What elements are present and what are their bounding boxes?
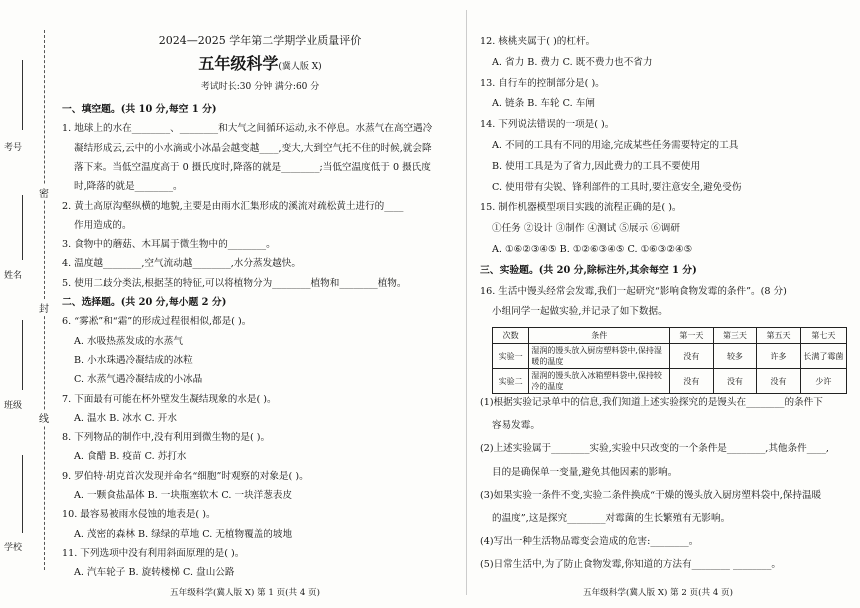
question-line: 小组同学一起做实验,并记录了如下数据。 [492, 306, 668, 318]
table-header-row [493, 328, 847, 344]
question-line: 9. 罗伯特·胡克首次发现并命名“细胞”时观察的对象是( )。 [62, 470, 309, 482]
table-header-cell: 第七天 [800, 328, 846, 344]
exam-year-line: 2024—2025 学年第二学期学业质量评价 [158, 34, 362, 47]
question-line: 4. 温度越________,空气流动越________,水分蒸发越快。 [62, 258, 301, 270]
name-blank [22, 195, 23, 260]
question-line: B. 小水珠遇冷凝结成的冰粒 [74, 354, 193, 366]
page-divider [466, 10, 467, 595]
question-line: 落下来。当低空温度高于 0 摄氏度时,降落的就是________;当低空温度低于 0 摄氏度 [74, 161, 431, 173]
question-line: 12. 核桃夹属于( )的杠杆。 [480, 36, 596, 47]
question-line: B. 使用工具是为了省力,因此费力的工具不要使用 [492, 160, 701, 172]
table-header-cell: 条件 [529, 328, 670, 344]
question-line: 8. 下列物品的制作中,没有利用到微生物的是( )。 [62, 432, 271, 444]
question-line: 16. 生活中馒头经常会发霉,我们一起研究“影响食物发霉的条件”。(8 分) [480, 285, 787, 297]
question-line: 3. 食物中的蘑菇、木耳属于微生物中的________。 [62, 239, 276, 251]
field-exam-number: 考号 [4, 143, 23, 153]
page-footer-right: 五年级科学(冀人版 X) 第 2 页(共 4 页) [583, 588, 733, 598]
table-cell: 许多 [757, 344, 801, 369]
question-line: 目的是确保单一变量,避免其他因素的影响。 [492, 466, 678, 478]
edition-label: (冀人版 X) [278, 62, 322, 72]
question-line: 14. 下列说法错误的一项是( )。 [480, 119, 615, 131]
seal-word-feng: 封 [38, 300, 50, 315]
school-blank [22, 455, 23, 533]
section-heading: 三、实验题。(共 20 分,除标注外,其余每空 1 分) [480, 264, 697, 276]
seal-word-xian: 线 [38, 410, 50, 425]
exam-info: 考试时长:30 分钟 满分:60 分 [200, 82, 320, 92]
section-heading: 二、选择题。(共 20 分,每小题 2 分) [62, 297, 227, 308]
subject-title: 五年级科学 [198, 54, 279, 73]
experiment-record-table [492, 327, 847, 394]
exam-number-blank [22, 60, 23, 130]
question-line: A. 一颗食盐晶体 B. 一块瓶塞软木 C. 一块洋葱表皮 [74, 490, 293, 501]
table-cell: 实验二 [493, 369, 529, 394]
binding-margin [0, 0, 58, 608]
question-line: 的温度”,这是探究________对霉菌的生长繁殖有无影响。 [492, 513, 731, 524]
table-cell: 长满了霉菌 [800, 344, 846, 369]
question-line: (4)写出一种生活物品霉变会造成的危害:________。 [480, 536, 699, 548]
table-cell: 没有 [757, 369, 801, 394]
question-line: 1. 地球上的水在________、________和大气之间循环运动,永不停息。水蒸气在高空遇冷 [62, 123, 433, 135]
exam-title [60, 54, 460, 77]
table-header-cell: 次数 [493, 328, 529, 344]
question-line: A. 食醋 B. 疫苗 C. 苏打水 [74, 451, 187, 463]
question-line: A. 省力 B. 费力 C. 既不费力也不省力 [492, 56, 653, 68]
question-line: 5. 使用二歧分类法,根据茎的特征,可以将植物分为________植物和________植物。 [62, 277, 407, 289]
question-line: 15. 制作机器模型项目实践的流程正确的是( )。 [480, 202, 682, 214]
question-line: C. 使用带有尖锐、锋利部件的工具时,要注意安全,避免受伤 [492, 181, 742, 193]
question-line: A. 温水 B. 冰水 C. 开水 [74, 412, 177, 424]
question-line: A. 链条 B. 车轮 C. 车闸 [492, 98, 595, 110]
question-line: (5)日常生活中,为了防止食物发霉,你知道的方法有________ ________。 [480, 559, 781, 571]
table-cell: 少许 [800, 369, 846, 394]
page-footer-left: 五年级科学(冀人版 X) 第 1 页(共 4 页) [170, 588, 320, 598]
question-line: 时,降落的就是________。 [74, 181, 183, 193]
table-header-cell: 第一天 [670, 328, 714, 344]
question-line: A. ①⑥②③④⑤ B. ①②⑥③④⑤ C. ①⑥③②④⑤ [492, 244, 693, 255]
table-header-cell: 第三天 [713, 328, 757, 344]
question-line: 2. 黄土高原沟壑纵横的地貌,主要是由雨水汇集形成的溪流对疏松黄土进行的____ [62, 200, 404, 212]
field-class: 班级 [4, 401, 23, 411]
table-cell: 湿润的馒头放入厨房塑料袋中,保持湿暖的温度 [529, 344, 670, 369]
question-line: (1)根据实验记录单中的信息,我们知道上述实验探究的是馒头在________的条件下 [480, 397, 823, 408]
question-line: 容易发霉。 [492, 420, 540, 432]
question-line: (3)如果实验一条件不变,实验二条件换成“干燥的馒头放入厨房塑料袋中,保持温暖 [480, 489, 822, 501]
question-line: A. 水吸热蒸发成的水蒸气 [74, 335, 183, 347]
section-heading: 一、填空题。(共 10 分,每空 1 分) [62, 104, 217, 115]
table-cell: 没有 [713, 369, 757, 394]
seal-word-mi: 密 [38, 185, 50, 200]
question-line: 7. 下面最有可能在杯外壁发生凝结现象的水是( )。 [62, 393, 277, 405]
table-row [493, 344, 847, 369]
question-line: 13. 自行车的控制部分是( )。 [480, 77, 605, 89]
question-line: 作用造成的。 [74, 219, 132, 231]
question-line: (2)上述实验属于________实验,实验中只改变的一个条件是________,其他条件____, [480, 443, 829, 455]
question-line: A. 汽车轮子 B. 旋转楼梯 C. 盘山公路 [74, 567, 235, 579]
question-line: 6. “雾凇”和“霜”的形成过程很相似,都是( )。 [62, 316, 252, 328]
question-line: C. 水蒸气遇冷凝结成的小冰晶 [74, 374, 203, 386]
question-line: 11. 下列选项中没有利用斜面原理的是( )。 [62, 547, 245, 559]
table-cell: 实验一 [493, 344, 529, 369]
field-school: 学校 [4, 543, 23, 553]
table-row [493, 369, 847, 394]
table-cell: 没有 [670, 369, 714, 394]
question-line: A. 茂密的森林 B. 绿绿的草地 C. 无植物覆盖的坡地 [74, 528, 293, 540]
table-cell: 较多 [713, 344, 757, 369]
table-header-cell: 第五天 [757, 328, 801, 344]
question-line: 凝结形成云,云中的小水滴或小冰晶会越变越____,变大,大到空气托不住的时候,就会降 [74, 142, 432, 154]
question-line: ①任务 ②设计 ③制作 ④测试 ⑤展示 ⑥调研 [492, 223, 680, 235]
question-line: 10. 最容易被雨水侵蚀的地表是( )。 [62, 509, 216, 521]
question-line: A. 不同的工具有不同的用途,完成某些任务需要特定的工具 [492, 140, 739, 151]
class-blank [22, 320, 23, 390]
table-cell: 没有 [670, 344, 714, 369]
table-cell: 湿润的馒头放入冰箱塑料袋中,保持较冷的温度 [529, 369, 670, 394]
field-name: 姓名 [4, 271, 23, 281]
